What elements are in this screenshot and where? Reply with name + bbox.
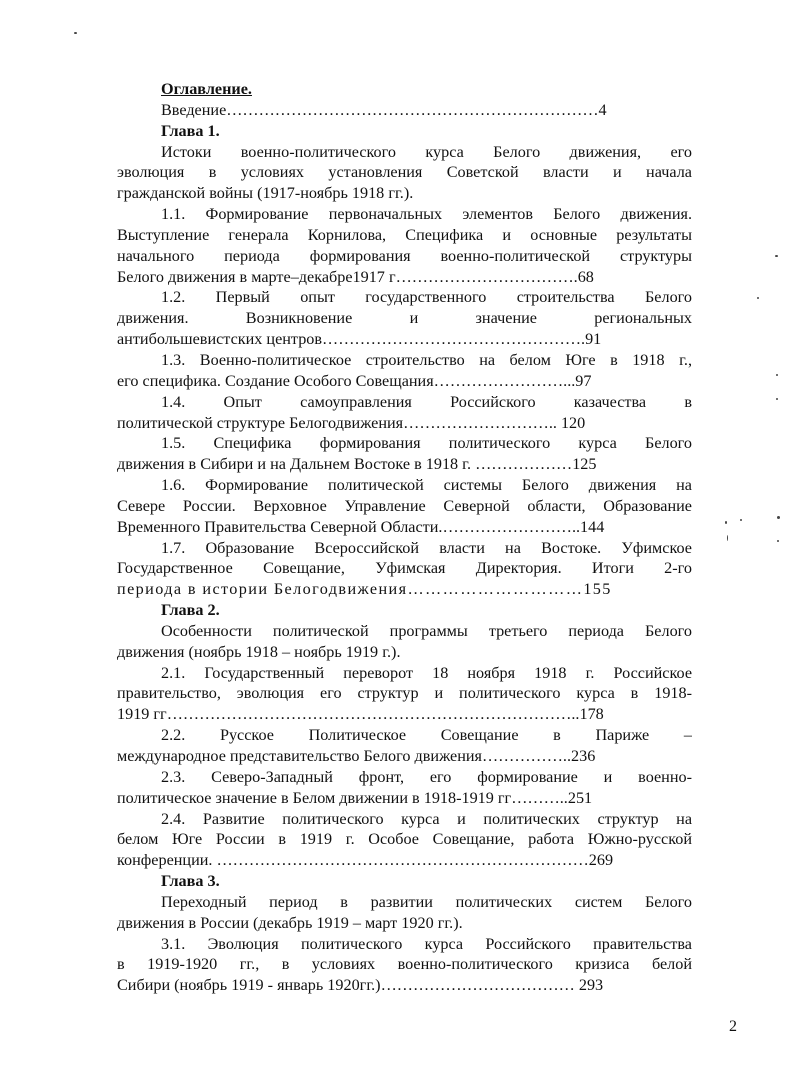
chapter-1-desc-line: гражданской войны (1917-ноябрь 1918 гг.).	[117, 184, 414, 203]
section-3-1-line: 3.1. Эволюция политического курса Российского правительства	[161, 934, 692, 953]
section-1-4-line: политической структуре Белогодвижения……………………….. 120	[117, 413, 586, 432]
toc-title: Оглавление.	[161, 80, 252, 98]
toc-intro: Введение……………………………………………………………4	[161, 100, 607, 119]
section-2-4-line: 2.4. Развитие политического курса и политических структур на	[161, 809, 692, 828]
chapter-2-title: Глава 2.	[161, 601, 220, 620]
section-1-1-line: Выступление генерала Корнилова, Специфика и основные результаты	[117, 225, 692, 244]
scan-speck	[757, 297, 759, 299]
scan-speck	[777, 540, 779, 542]
section-2-1-line: правительство, эволюция его структур и политического курса в 1918-	[117, 684, 692, 703]
section-1-2-line: 1.2. Первый опыт государственного строительства Белого	[161, 288, 692, 307]
table-of-contents	[117, 79, 692, 996]
section-3-1-line: Сибири (ноябрь 1919 - январь 1920гг.)……………………………… 293	[117, 976, 604, 995]
chapter-2-desc-line: движения (ноябрь 1918 – ноябрь 1919 г.).	[117, 642, 401, 661]
scan-speck	[776, 398, 778, 400]
section-1-2-line: антибольшевистских центров………………………………………….91	[117, 330, 602, 349]
section-1-7-line: 1.7. Образование Всероссийской власти на Востоке. Уфимское	[161, 538, 692, 557]
chapter-2-desc-line: Особенности политической программы третьего периода Белого	[161, 621, 692, 640]
section-1-5-line: движения в Сибири и на Дальнем Востоке в 1918 г. ………………125	[117, 455, 597, 474]
section-2-3-line: 2.3. Северо-Западный фронт, его формирование и военно-	[161, 767, 692, 786]
section-1-4-line: 1.4. Опыт самоуправления Российского казачества в	[161, 392, 692, 411]
chapter-3-desc-line: Переходный период в развитии политических систем Белого	[161, 892, 692, 911]
section-2-2-line: международное представительство Белого движения……………..236	[117, 747, 596, 765]
scan-speck	[740, 519, 742, 521]
section-2-4-line: белом Юге России в 1919 г. Особое Совещание, работа Южно-русской	[117, 830, 692, 849]
section-2-1-line: 2.1. Государственный переворот 18 ноября 1918 г. Российское	[161, 663, 692, 682]
section-1-7-line: Государственное Совещание, Уфимская Директория. Итоги 2-го	[117, 559, 692, 578]
chapter-1-title: Глава 1.	[161, 121, 220, 140]
section-1-7-line: периода в истории Белогодвижения…………………………155	[117, 580, 612, 599]
section-2-3-line: политическое значение в Белом движении в 1918-1919 гг………..251	[117, 788, 593, 807]
section-1-6-line: Севере России. Верховное Управление Северной области, Образование	[117, 496, 692, 515]
section-1-5-line: 1.5. Специфика формирования политического курса Белого	[161, 434, 692, 453]
page-number: 2	[729, 1018, 737, 1035]
chapter-3-desc-line: движения в России (декабрь 1919 – март 1920 гг.).	[117, 913, 463, 932]
scan-speck	[775, 255, 778, 257]
section-2-1-line: 1919 гг…………………………………………………………………..178	[117, 705, 604, 724]
section-1-1-line: начального периода формирования военно-политической структуры	[117, 246, 692, 265]
section-1-3-line: 1.3. Военно-политическое строительство на белом Юге в 1918 г.,	[161, 350, 692, 369]
section-1-2-line: движения. Возникновение и значение региональных	[117, 309, 692, 328]
section-1-6-line: 1.6. Формирование политической системы Белого движения на	[161, 476, 692, 495]
scan-speck	[725, 521, 727, 524]
section-1-3-line: его специфика. Создание Особого Совещания……………………...97	[117, 371, 592, 390]
section-1-1-line: Белого движения в марте–декабре1917 г…………………………….68	[117, 267, 594, 286]
chapter-1-desc-line: Истоки военно-политического курса Белого движения, его	[161, 142, 692, 161]
section-1-6-line: Временного Правительства Северной Области.……………………..144	[117, 517, 605, 536]
section-2-2-line: 2.2. Русское Политическое Совещание в Париже –	[161, 726, 692, 745]
section-2-4-line: конференции. ……………………………………………………………269	[117, 851, 614, 870]
chapter-1-desc-line: эволюция в условиях установления Советской власти и начала	[117, 163, 692, 182]
scan-speck	[727, 535, 728, 541]
scan-speck	[777, 516, 780, 519]
section-3-1-line: в 1919-1920 гг., в условиях военно-политического кризиса белой	[117, 955, 692, 974]
chapter-3-title: Глава 3.	[161, 872, 220, 891]
scan-speck	[776, 374, 778, 376]
section-1-1-line: 1.1. Формирование первоначальных элементов Белого движения.	[161, 205, 692, 224]
scan-speck	[74, 32, 77, 34]
